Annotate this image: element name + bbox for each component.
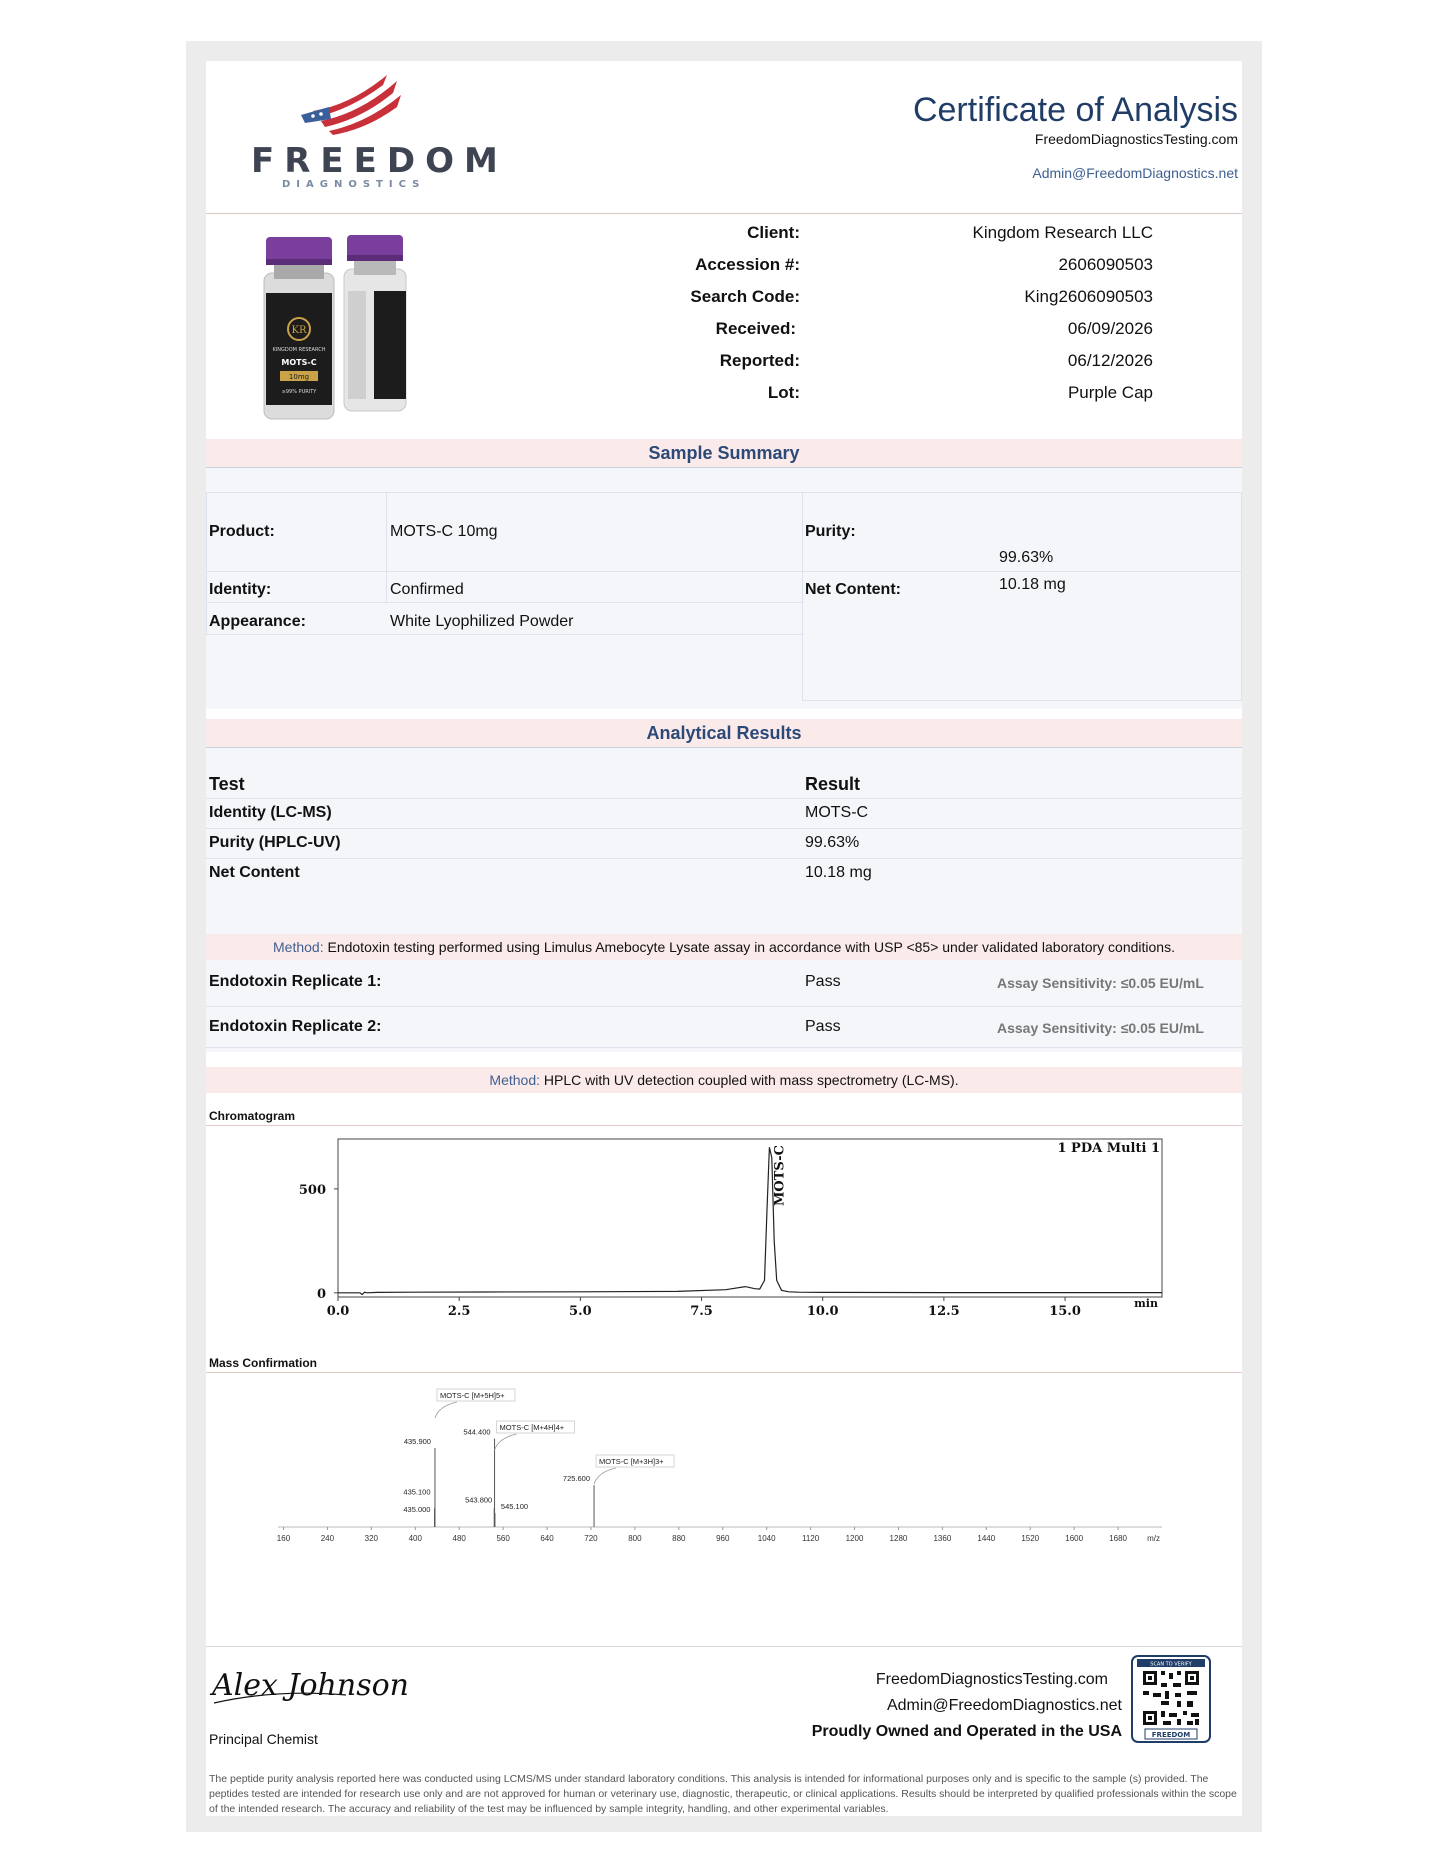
endotoxin-method-text: Endotoxin testing performed using Limulus Amebocyte Lysate assay in accordance with USP <85> under validated laboratory conditions. [323,939,1175,955]
endotoxin-replicate-2-sensitivity: Assay Sensitivity: ≤0.05 EU/mL [997,1020,1204,1036]
mass-x-axis-label: m/z [1147,1534,1160,1543]
header-website[interactable]: FreedomDiagnosticsTesting.com [1034,131,1238,147]
mass-annotation-leader [435,1402,457,1418]
mass-x-tick-label: 880 [672,1534,686,1543]
result-column-header: Result [805,774,861,794]
hplc-method-key: Method: [489,1072,540,1088]
chromatogram-y-tick-label: 500 [298,1182,326,1198]
analytical-results-table [206,748,1242,934]
header-divider [206,213,1242,214]
mass-x-tick-label: 1520 [1021,1534,1040,1543]
sample-summary-title: Sample Summary [648,443,800,463]
mass-annotation-leader [594,1468,616,1484]
vial-dose-text: 10mg [288,373,310,381]
chromatogram-trace [338,1147,1162,1294]
footer-tagline: Proudly Owned and Operated in the USA [811,1723,1122,1740]
table-row-test: Purity (HPLC-UV) [209,834,341,851]
chromatogram-x-tick-label: 15.0 [1049,1304,1081,1319]
qr-top-text: SCAN TO VERIFY [1150,1661,1192,1668]
chromatogram-y-tick-label: 0 [316,1286,326,1302]
chromatogram-chart [206,1127,1242,1317]
chromatogram-plot-frame [338,1139,1162,1297]
table-row-test: Net Content [209,864,300,881]
client-value: Kingdom Research LLC [972,223,1153,242]
certificate-page [206,61,1242,1816]
table-row-result: 10.18 mg [805,864,872,881]
mass-x-tick-label: 480 [452,1534,466,1543]
mass-peak-label: 435.000 [403,1504,431,1514]
mass-x-tick-label: 720 [584,1534,598,1543]
vial-purity-text: ≥99% PURITY [281,389,317,395]
mass-peak-label: 543.800 [465,1495,493,1505]
svg-text:KR: KR [291,325,307,336]
mass-peak-label: 544.400 [463,1427,491,1437]
table-row-result: 99.63% [805,834,860,851]
chromatogram-x-axis-label: min [1134,1297,1158,1310]
principal-chemist-label: Principal Chemist [209,1731,318,1747]
mass-x-tick-label: 160 [276,1534,291,1543]
mass-x-tick-label: 1280 [889,1534,908,1543]
mass-peak-label: 435.100 [403,1487,431,1497]
hplc-method-band [206,1067,1242,1093]
identity-label: Identity: [209,581,272,598]
header-email[interactable]: Admin@FreedomDiagnostics.net [1032,165,1238,181]
product-vials-image [256,225,416,425]
mass-x-tick-label: 1600 [1065,1534,1084,1543]
endotoxin-replicate-2-label: Endotoxin Replicate 2: [209,1018,382,1035]
mass-x-tick-label: 560 [496,1534,510,1543]
purity-label: Purity: [805,523,856,540]
received-value: 06/09/2026 [1067,319,1153,338]
sample-summary-band [206,439,1242,468]
footer-website[interactable]: FreedomDiagnosticsTesting.com [875,1671,1108,1688]
mass-annotation-leader [495,1434,517,1450]
mass-x-tick-label: 400 [408,1534,422,1543]
hplc-method-text: HPLC with UV detection coupled with mass spectrometry (LC-MS). [540,1072,959,1088]
test-column-header: Test [209,774,245,794]
chromatogram-x-tick-label: 7.5 [690,1304,713,1319]
mass-annotation-label: MOTS-C [M+3H]3+ [599,1457,664,1466]
chromatogram-peak-label: MOTS-C [772,1145,788,1206]
mass-annotation-label: MOTS-C [M+4H]4+ [499,1423,565,1432]
search-code-label: Search Code: [690,287,800,306]
product-value: MOTS-C 10mg [390,523,498,540]
signature-image [206,1649,409,1719]
reported-value: 06/12/2026 [1067,351,1153,370]
mass-x-tick-label: 1200 [845,1534,864,1543]
chromatogram-title: Chromatogram [209,1109,296,1123]
endotoxin-method-key: Method: [273,939,324,955]
mass-x-tick-label: 1360 [933,1534,952,1543]
lot-value: Purple Cap [1067,383,1153,402]
sample-summary-table [206,468,1242,709]
chromatogram-x-tick-label: 0.0 [326,1304,350,1319]
lot-label: Lot: [767,383,800,402]
reported-label: Reported: [719,351,800,370]
endotoxin-method-band [206,934,1242,960]
logo-wordmark: FREEDOM [251,141,508,181]
product-label: Product: [209,523,275,540]
mass-spectrum-chart [206,1374,1242,1574]
chromatogram-x-tick-label: 2.5 [447,1304,471,1319]
mass-x-tick-label: 240 [320,1534,335,1543]
mass-x-tick-label: 640 [540,1534,554,1543]
endotoxin-replicate-2-result: Pass [805,1018,841,1035]
vial-name-text: MOTS-C [281,358,317,367]
mass-x-tick-label: 320 [364,1534,379,1543]
identity-value: Confirmed [390,581,464,598]
flag-swoosh-icon [301,73,411,135]
search-code-value: King2606090503 [1024,287,1153,306]
vial-brand-text: KINGDOM RESEARCH [272,347,326,353]
mass-x-tick-label: 1440 [977,1534,996,1543]
net-content-value: 10.18 mg [999,576,1066,593]
mass-x-tick-label: 800 [628,1534,642,1543]
appearance-value: White Lyophilized Powder [390,613,574,630]
client-label: Client: [747,223,800,242]
qr-bottom-text: FREEDOM [1151,1731,1191,1739]
signature-text: Alex Johnson [212,1668,409,1703]
mass-peak-label: 435.900 [403,1436,431,1446]
mass-x-tick-label: 1040 [757,1534,776,1543]
mass-x-tick-label: 1680 [1109,1534,1127,1543]
mass-confirmation-title: Mass Confirmation [209,1356,318,1370]
endotoxin-replicate-1-result: Pass [805,973,841,990]
analytical-results-band [206,719,1242,748]
chromatogram-x-tick-label: 10.0 [806,1304,839,1319]
purity-value: 99.63% [999,549,1054,566]
chromatogram-x-tick-label: 12.5 [928,1304,960,1319]
qr-code-icon[interactable] [1131,1655,1211,1743]
table-row-test: Identity (LC-MS) [209,804,332,821]
disclaimer-text: The peptide purity analysis reported here was conducted using LCMS/MS under standard laboratory conditions. This analysis is intended for informational purposes only and is specific to the sample (s) provided. The peptides tested are intended for research use only and are not approved for human or veterinary use, diagnostic, therapeutic, or clinical applications. Results should be interpreted by qualified professionals within the scope of the intended research. The accuracy and reliability of the test may be influenced by sample integrity, handling, and other experimental variables. [209,1773,1237,1815]
endotoxin-replicate-1-sensitivity: Assay Sensitivity: ≤0.05 EU/mL [997,975,1204,991]
mass-peak-label: 725.600 [562,1474,591,1484]
mass-peak-label: 545.100 [500,1502,529,1512]
chromatogram-title-label: 1 PDA Multi 1 [1057,1141,1160,1156]
document-title: Certificate of Analysis [912,91,1238,129]
mass-x-tick-label: 960 [716,1534,730,1543]
mass-annotation-label: MOTS-C [M+5H]5+ [439,1391,505,1400]
net-content-label: Net Content: [805,581,901,598]
table-row-result: MOTS-C [805,804,869,821]
received-label: Received: [715,319,796,338]
footer-email[interactable]: Admin@FreedomDiagnostics.net [886,1697,1122,1714]
accession-label: Accession #: [695,255,800,274]
analytical-results-title: Analytical Results [646,723,802,743]
accession-value: 2606090503 [1058,255,1153,274]
logo-subtitle: DIAGNOSTICS [282,179,426,190]
endotoxin-replicate-1-label: Endotoxin Replicate 1: [209,973,382,990]
mass-x-tick-label: 1120 [801,1534,820,1543]
appearance-label: Appearance: [209,613,306,630]
chromatogram-x-tick-label: 5.0 [569,1304,592,1319]
